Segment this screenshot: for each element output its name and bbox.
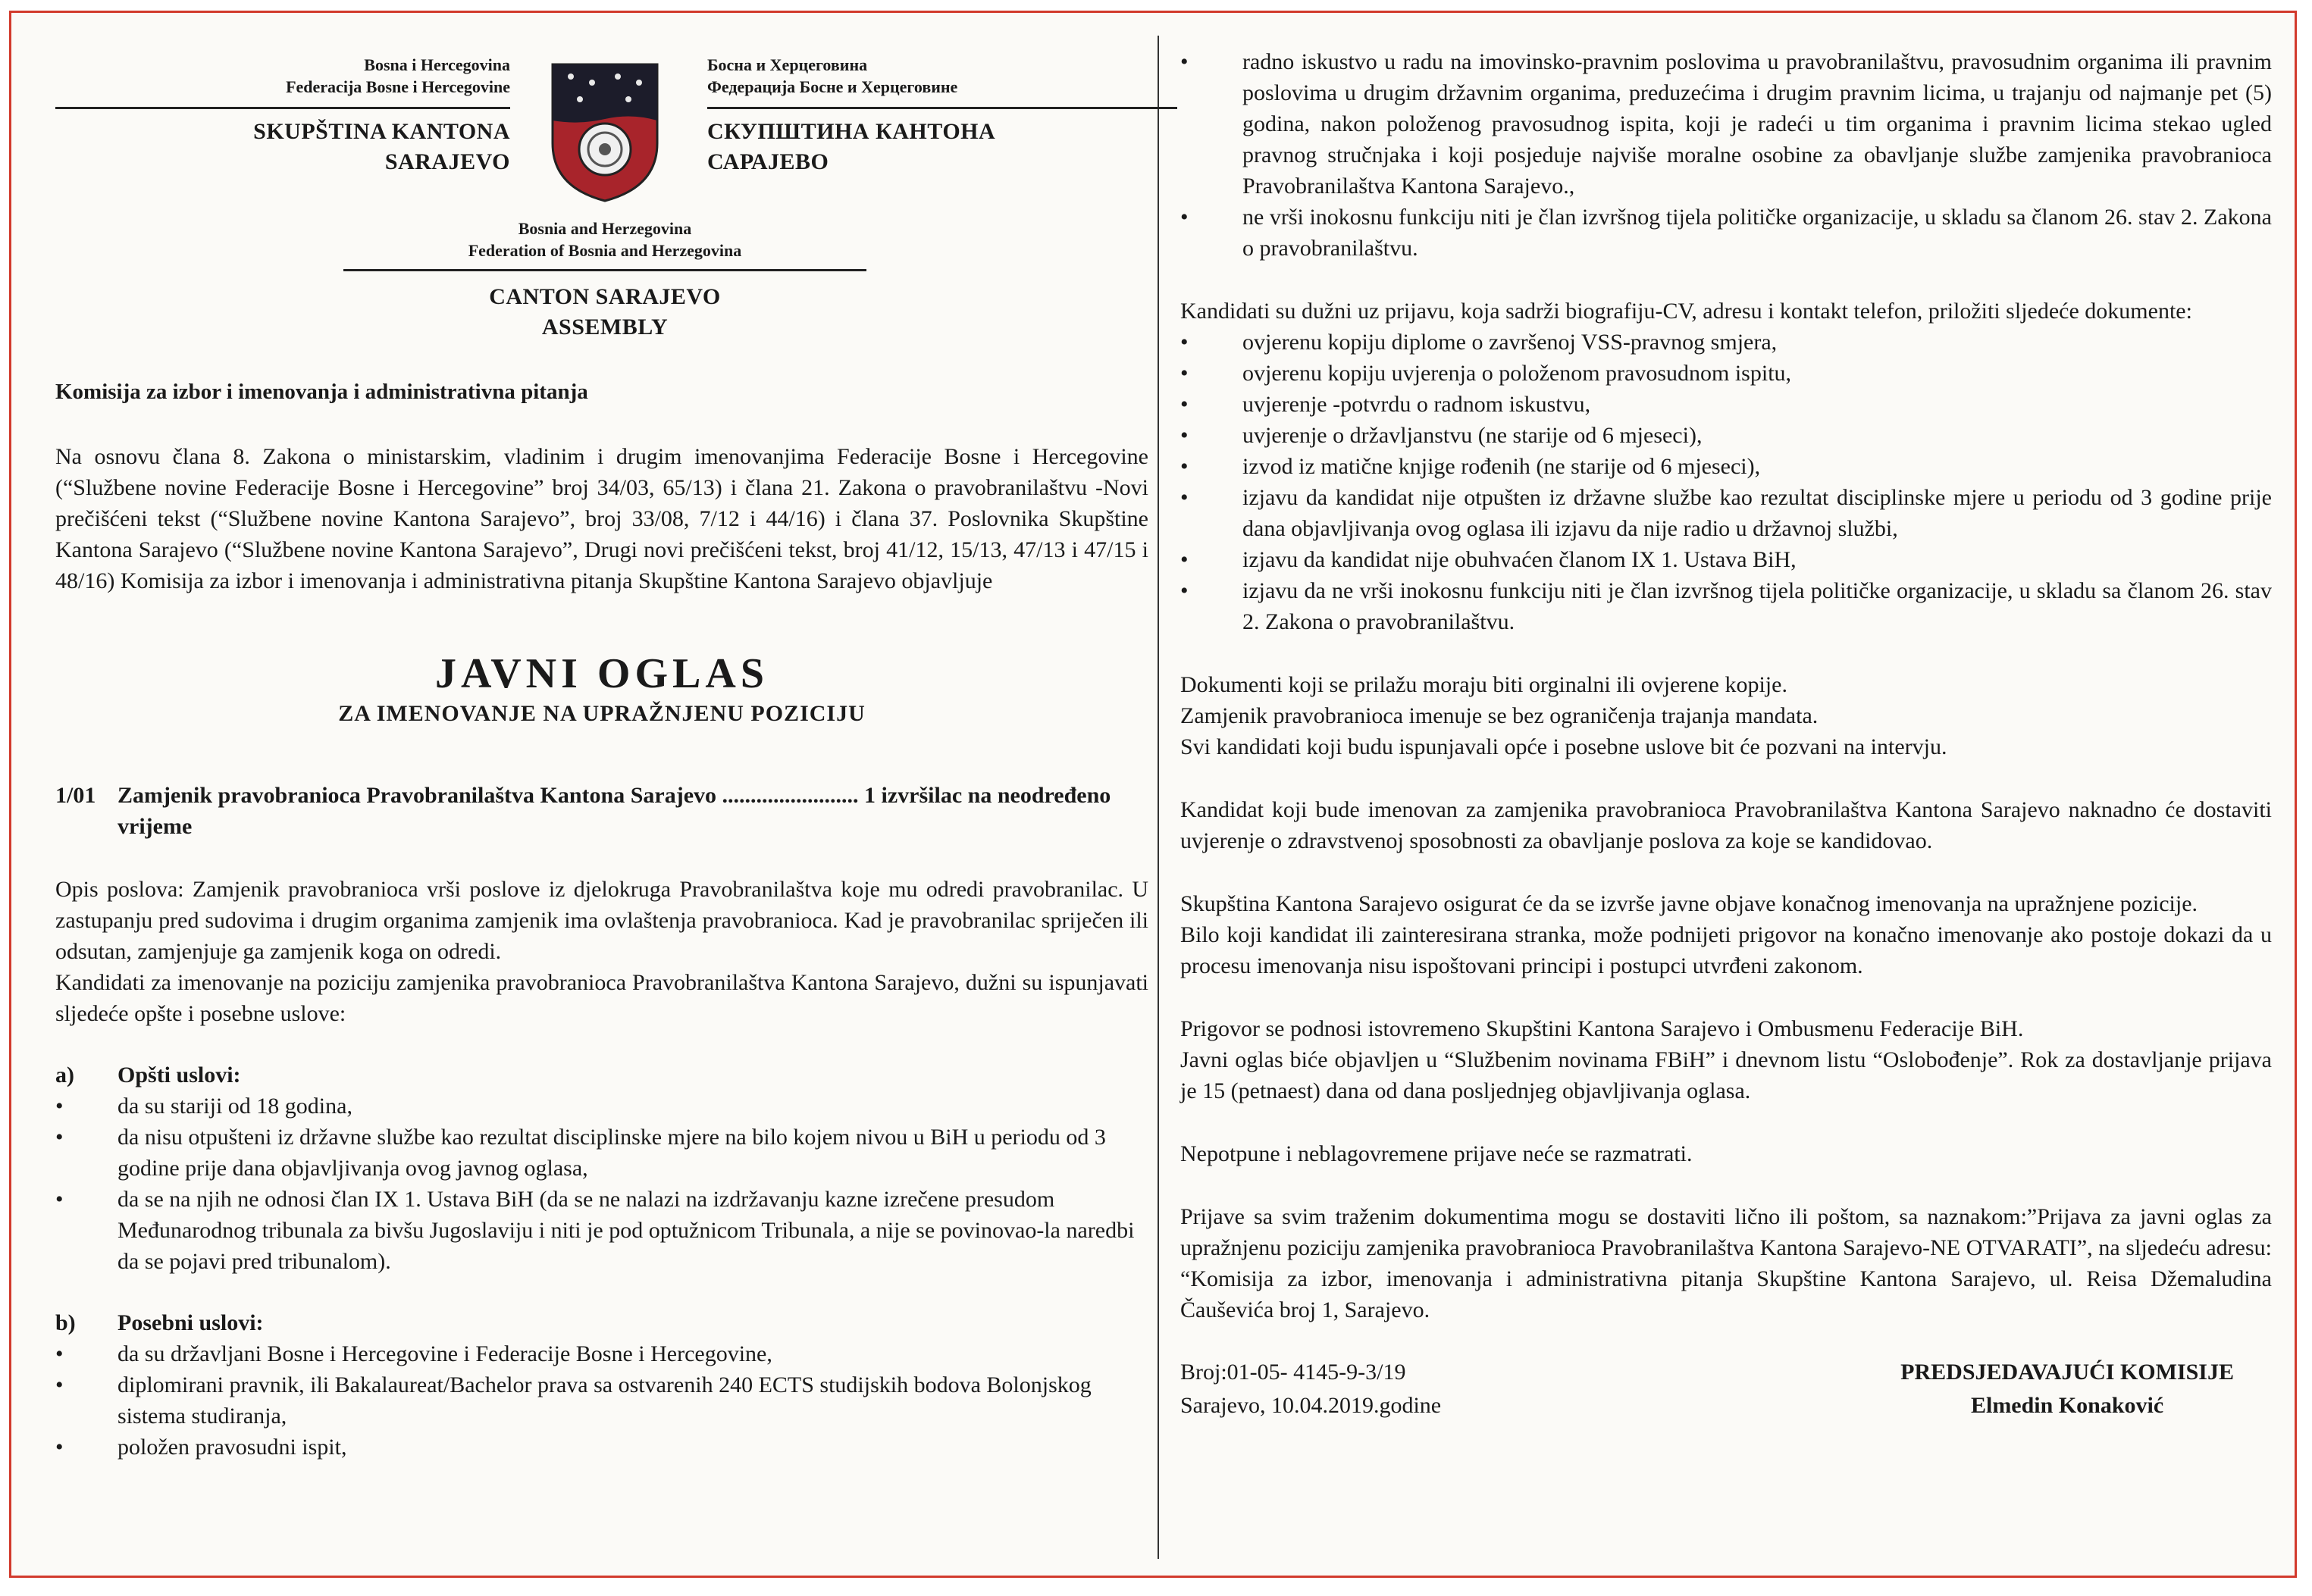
bullet: •	[55, 1125, 64, 1150]
position-number: 1/01	[55, 783, 96, 808]
bullet: •	[55, 1341, 64, 1366]
documents-list	[1180, 327, 2272, 637]
position-heading	[55, 780, 1148, 842]
header-latin-assembly: SKUPŠTINA KANTONA	[253, 119, 510, 144]
header-english-country: Bosnia and Herzegovina	[518, 219, 692, 238]
list-item-text: ne vrši inokosnu funkciju niti je član izvršnog tijela političke organizacije, u skladu sa članom 26. stav 2. Zakona o pravobranilaštvu.	[1242, 205, 2272, 261]
list-item-text: da se na njih ne odnosi član IX 1. Ustava BiH (da se ne nalazi na izdržavanju kazne izrečene presudom Međunarodnog tribunala za bivšu Jugoslaviju i niti je pod optužnicom Tribunala, a nije se povinovao-la naredbi da se pojavi pred tribunalom).	[117, 1187, 1135, 1274]
list-item-text: izjavu da kandidat nije obuhvaćen članom IX 1. Ustava BiH,	[1242, 547, 1797, 572]
header-rule	[55, 107, 510, 109]
list-item-text: izjavu da kandidat nije otpušten iz državne službe kao rezultat disciplinske mjere u periodu od 3 godine prije dana objavljivanja ovog oglasa ili izjavu da nije radio u državnoj službi,	[1242, 485, 2272, 541]
documents-intro: Kandidati su dužni uz prijavu, koja sadrži biografiju-CV, adresu i kontakt telefon, priložiti sljedeće dokumente:	[1180, 299, 2192, 324]
bullet: •	[1180, 361, 1189, 386]
description-paragraph: Opis poslova: Zamjenik pravobranioca vrši poslove iz djelokruga Pravobranilaštva koje mu odredi pravobranilac. U zastupanju pred sudovima i drugim organima zamjenik ima ovlaštenja pravobranioca. Kad je pravobranilac spriječen ili odsutan, zamjenjuje ga zamjenik koga on odredi.	[55, 877, 1148, 964]
list-item	[1180, 389, 2272, 420]
bullet: •	[1180, 423, 1189, 448]
header-cyrillic-federation: Федерација Босне и Херцеговине	[707, 77, 958, 96]
list-item	[1180, 327, 2272, 358]
spacer	[1180, 1106, 2272, 1138]
bullet: •	[1180, 454, 1189, 479]
signature-block	[1900, 1356, 2234, 1422]
spacer	[1180, 264, 2272, 296]
position-title: Zamjenik pravobranioca Pravobranilaštva Kantona Sarajevo ........................ 1 izvršilac na neodređeno vrijeme	[117, 783, 1111, 839]
spacer	[1180, 1169, 2272, 1201]
header-rule	[343, 269, 866, 271]
section-letter: b)	[55, 1310, 76, 1335]
list-item-text: ovjerenu kopiju diplome o završenoj VSS-pravnog smjera,	[1242, 330, 1778, 355]
signatory-title: PREDSJEDAVAJUĆI KOMISIJE	[1900, 1360, 2234, 1385]
bullet: •	[1180, 330, 1189, 355]
commission-name: Komisija za izbor i imenovanja i administrativna pitanja	[55, 380, 588, 404]
description-paragraph: Kandidati za imenovanje na poziciju zamjenika pravobranioca Pravobranilaštva Kantona Sarajevo, dužni su ispunjavati sljedeće opšte i posebne uslove:	[55, 970, 1148, 1026]
header-latin-city: SARAJEVO	[384, 149, 510, 174]
spacer	[1180, 856, 2272, 888]
list-item-text: diplomirani pravnik, ili Bakalaureat/Bachelor prava sa ostvarenih 240 ECTS studijskih bodova Bolonjskog sistema studiranja,	[117, 1372, 1092, 1429]
section-letter: a)	[55, 1062, 74, 1087]
footer	[1180, 1356, 2272, 1422]
reference-number: Broj:01-05- 4145-9-3/19	[1180, 1360, 1406, 1385]
list-item	[1180, 46, 2272, 202]
bullet: •	[1180, 578, 1189, 603]
header-rule	[707, 107, 1177, 109]
list-item-text: da nisu otpušteni iz državne službe kao rezultat disciplinske mjere na bilo kojem nivou u BiH u periodu od 3 godine prije dana objavljivanja ovog javnog oglasa,	[117, 1125, 1106, 1181]
notice-subtitle: ZA IMENOVANJE NA UPRAŽNJENU POZICIJU	[338, 701, 866, 726]
health-note: Kandidat koji bude imenovan za zamjenika pravobranioca Pravobranilaštva Kantona Sarajevo naknadno će dostaviti uvjerenje o zdravstvenoj sposobnosti za obavljanje poslova za koje se kandidovao.	[1180, 797, 2272, 853]
notice-title: JAVNI OGLAS	[435, 650, 769, 697]
bullet: •	[1180, 205, 1189, 230]
list-item-text: da su državljani Bosne i Hercegovine i Federacije Bosne i Hercegovine,	[117, 1341, 772, 1366]
general-conditions-list	[55, 1091, 1148, 1277]
header-english-assembly: ASSEMBLY	[541, 315, 669, 340]
reference-block	[1180, 1356, 1441, 1422]
intro-paragraph: Na osnovu člana 8. Zakona o ministarskim, vladinim i drugim imenovanjima Federacije Bosne i Hercegovine (“Službene novine Federacije Bosne i Hercegovine” broj 34/03, 65/13) i člana 21. Zakona o pravobranilaštvu -Novi prečišćeni tekst (“Službene novine Kantona Sarajevo”, broj 33/08, 7/12 i 44/16) i člana 37. Poslovnika Skupštine Kantona Sarajevo (“Službene novine Kantona Sarajevo”, Drugi novi prečišćeni tekst, broj 41/12, 15/13, 47/13 i 47/15 i 48/16) Komisija za izbor i imenovanja i administrativna pitanja Skupštine Kantona Sarajevo objavljuje	[55, 444, 1148, 593]
list-item	[1180, 451, 2272, 482]
list-item-text: da su stariji od 18 godina,	[117, 1094, 352, 1119]
spacer	[1180, 981, 2272, 1013]
bullet: •	[1180, 547, 1189, 572]
bullet: •	[55, 1187, 64, 1212]
list-item	[55, 1432, 1148, 1463]
list-item	[55, 1369, 1148, 1432]
objection-note: Bilo koji kandidat ili zainteresirana stranka, može podnijeti prigovor na konačno imenovanje ako postoje dokazi da u procesu imenovanja nisu ispoštovani principi i postupci utvrđeni zakonom.	[1180, 922, 2272, 978]
list-item	[55, 1122, 1148, 1184]
list-item-text: radno iskustvo u radu na imovinsko-pravnim poslovima u pravobranilaštvu, pravosudnim organima ili pravnim poslovima u drugim državnim organima, preduzećima i drugim pravnim licima, u trajanju od najmanje pet (5) godina, nakon položenog pravosudnog ispita, koji je radeći u tim organima i pravnim licima stekao ugled pravnog stručnjaka i koji posjeduje najviše moralne osobine za obavljanje službe zamjenika pravobranioca Pravobranilaštva Kantona Sarajevo.,	[1242, 49, 2272, 199]
list-item	[1180, 544, 2272, 575]
header	[55, 46, 1148, 380]
list-item	[55, 1338, 1148, 1369]
list-item	[1180, 202, 2272, 264]
list-item-text: izvod iz matične knjige rođenih (ne starije od 6 mjeseci),	[1242, 454, 1761, 479]
header-english-canton: CANTON SARAJEVO	[489, 284, 721, 309]
right-column	[1180, 46, 2272, 1422]
list-item	[1180, 420, 2272, 451]
section-title: Posebni uslovi:	[117, 1310, 264, 1335]
header-english-federation: Federation of Bosnia and Herzegovina	[468, 241, 742, 260]
spacer	[1180, 637, 2272, 669]
header-cyrillic-city: САРАЈЕВО	[707, 149, 829, 174]
list-item-text: uvjerenje -potvrdu o radnom iskustvu,	[1242, 392, 1591, 417]
section-title: Opšti uslovi:	[117, 1062, 241, 1087]
header-latin-country: Bosna i Hercegovina	[364, 55, 510, 74]
list-item	[1180, 482, 2272, 544]
special-conditions-list	[55, 1338, 1148, 1463]
list-item-text: izjavu da ne vrši inokosnu funkciju niti je član izvršnog tijela političke organizacije, u skladu sa članom 26. stav 2. Zakona o pravobranilaštvu.	[1242, 578, 2272, 634]
mandate-note: Zamjenik pravobranioca imenuje se bez ograničenja trajanja mandata.	[1180, 703, 1819, 728]
newspaper-page	[9, 11, 2297, 1578]
header-english	[343, 217, 866, 343]
bullet: •	[1180, 392, 1189, 417]
list-item-text: ovjerenu kopiju uvjerenja o položenom pravosudnom ispitu,	[1242, 361, 1792, 386]
list-item	[55, 1091, 1148, 1122]
bullet: •	[55, 1435, 64, 1460]
bullet: •	[55, 1094, 64, 1119]
deadline-note: Javni oglas biće objavljen u “Službenim novinama FBiH” i dnevnom listu “Oslobođenje”. Rok za dostavljanje prijava je 15 (petnaest) dana od dana posljednjeg objavljivanja oglasa.	[1180, 1047, 2272, 1103]
header-latin	[55, 54, 510, 177]
ombudsmen-note: Prigovor se podnosi istovremeno Skupštini Kantona Sarajevo i Ombusmenu Federacije BiH.	[1180, 1016, 2024, 1041]
list-item-text: uvjerenje o državljanstvu (ne starije od 6 mjeseci),	[1242, 423, 1703, 448]
column-divider	[1158, 36, 1159, 1559]
signatory-name: Elmedin Konaković	[1970, 1393, 2164, 1418]
header-cyrillic-country: Босна и Херцеговина	[707, 55, 868, 74]
spacer	[1180, 762, 2272, 794]
bullet: •	[55, 1372, 64, 1397]
list-item	[1180, 358, 2272, 389]
canton-crest-icon	[548, 60, 662, 204]
section-a-heading	[55, 1059, 1148, 1091]
bullet: •	[1180, 485, 1189, 510]
interview-note: Svi kandidati koji budu ispunjavali opće i posebne uslove bit će pozvani na intervju.	[1180, 734, 1947, 759]
left-column	[55, 46, 1148, 1463]
header-latin-federation: Federacija Bosne i Hercegovine	[286, 77, 510, 96]
documents-note: Dokumenti koji se prilažu moraju biti orginalni ili ovjerene kopije.	[1180, 672, 1787, 697]
list-item-text: položen pravosudni ispit,	[117, 1435, 347, 1460]
section-b-heading	[55, 1307, 1148, 1338]
list-item	[1180, 575, 2272, 637]
publish-note: Skupština Kantona Sarajevo osigurat će da se izvrše javne objave konačnog imenovanja na upražnjene pozicije.	[1180, 891, 2198, 916]
list-item	[55, 1184, 1148, 1277]
place-date: Sarajevo, 10.04.2019.godine	[1180, 1393, 1442, 1418]
bullet: •	[1180, 49, 1189, 74]
incomplete-note: Nepotpune i neblagovremene prijave neće se razmatrati.	[1180, 1141, 1693, 1166]
submission-note: Prijave sa svim traženim dokumentima mogu se dostaviti lično ili poštom, sa naznakom:”Prijava za javni oglas za upražnjenu poziciju zamjenika pravobranioca Pravobranilaštva Kantona Sarajevo-NE OTVARATI”, na sljedeću adresu: “Komisija za izbor, imenovanja i administrativna pitanja Skupštine Kantona Sarajevo, ul. Reisa Džemaludina Čauševića broj 1, Sarajevo.	[1180, 1204, 2272, 1322]
header-cyrillic	[707, 54, 1177, 177]
job-description	[55, 874, 1148, 1029]
header-cyrillic-assembly: СКУПШТИНА КАНТОНА	[707, 119, 996, 144]
special-conditions-continued	[1180, 46, 2272, 264]
